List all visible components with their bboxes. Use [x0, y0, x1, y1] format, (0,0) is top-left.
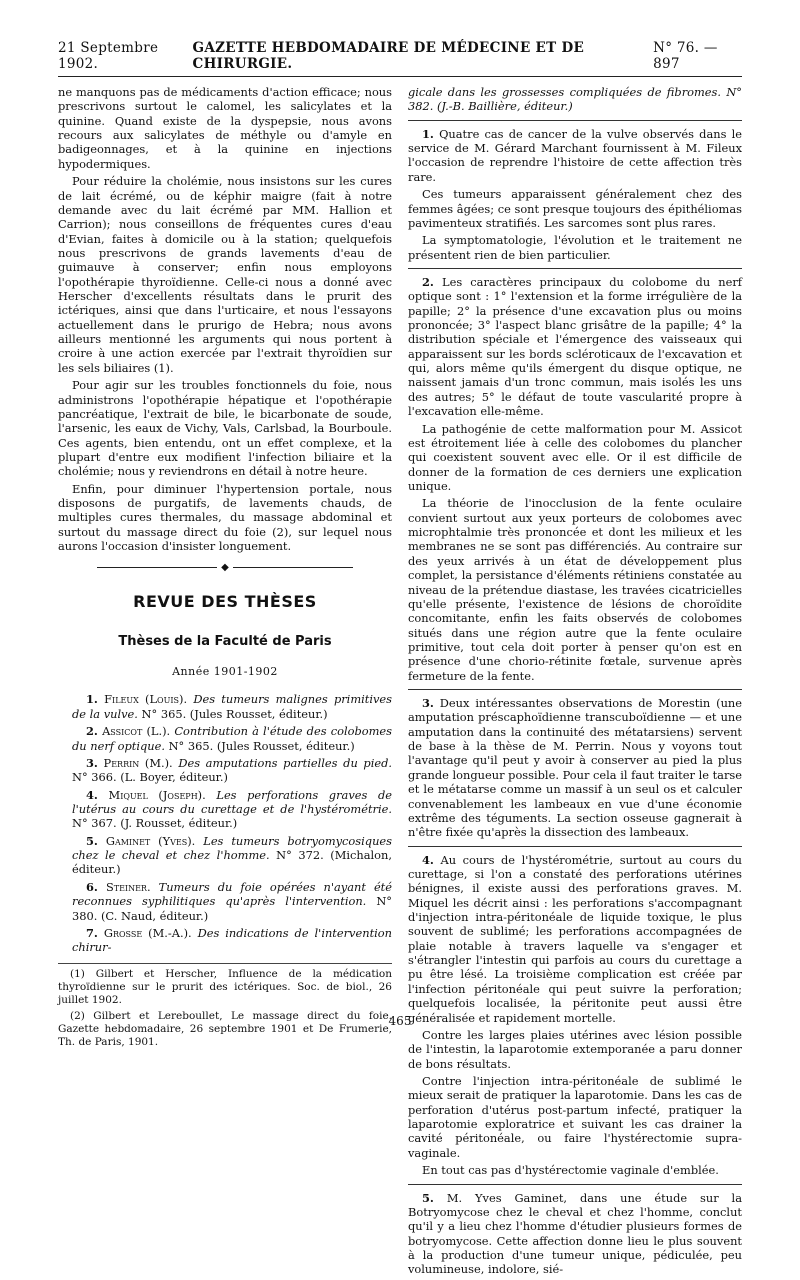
review-number: 5.	[422, 1190, 434, 1205]
issue-number: N° 76. — 897	[653, 40, 718, 72]
thesis-entry	[58, 692, 392, 721]
review-paragraph	[408, 1028, 742, 1071]
paragraph: Pour agir sur les troubles fonctionnels du foie, nous administrons l'opothérapie hépatique et l'opothérapie pancréatique, l'extrait de bile, le bicarbonate de soude, l'arsenic, les eaux de Vichy, Vals, Carlsbad, la Bourboule. Ces agents, bien entendu, ont un effet complexe, et la plupart d'entre eux modifient l'infection biliaire et la cholémie; nous y reviendrons en détail à notre heure.	[58, 378, 392, 479]
sub-title: Thèses de la Faculté de Paris	[118, 634, 332, 650]
thesis-entry	[58, 756, 392, 785]
thesis-number: 3.	[86, 755, 98, 770]
paragraph: Enfin, pour diminuer l'hypertension portale, nous disposons de purgatifs, de lavements chauds, de multiples cures thermales, du massage abdominal et surtout du massage direct du foie (2), sur lequel nous aurons l'occasion d'insister longuement.	[58, 481, 392, 554]
thesis-title: Des tumeurs malignes primitives de la vulve.	[72, 692, 393, 721]
footnote: (1) Gilbert et Herscher, Influence de la médication thyroïdienne sur le prurit des ictériques. Soc. de biol., 26 juillet 1902.	[58, 967, 392, 1006]
right-column	[408, 85, 742, 1280]
thesis-title: Les perforations graves de l'utérus au cours du curettage et de l'hystérométrie.	[72, 787, 393, 816]
paragraph: ne manquons pas de médicaments d'action efficace; nous prescrivons surtout le calomel, les salicylates et la quinine. Quand existe de la dyspepsie, nous avons recours aux salicylates de méthyle ou d'amyle en badigeonnages, et à la quinine en injections hypodermiques.	[58, 85, 392, 171]
review-paragraph	[408, 496, 742, 683]
thesis-number: 2.	[86, 724, 98, 739]
page-number: 465	[388, 1014, 412, 1028]
review-paragraph	[408, 1074, 742, 1160]
review-blocks	[408, 120, 742, 1277]
thesis-author: Perrin (M.).	[103, 755, 173, 770]
review-paragraph	[408, 233, 742, 262]
thesis-publisher: N° 380. (C. Naud, éditeur.)	[72, 894, 392, 923]
review-paragraph	[408, 275, 742, 419]
review-paragraph	[408, 187, 742, 230]
thesis-title: Tumeurs du foie opérées n'ayant été reconnues syphilitiques qu'après l'intervention.	[72, 879, 393, 909]
thesis-entry	[58, 834, 392, 877]
diamond-ornament-icon: ◆	[221, 561, 229, 573]
thesis-author: Steiner.	[105, 879, 151, 894]
academic-year: Année 1901-1902	[172, 664, 278, 678]
review-text: Ces tumeurs apparaissent généralement chez des femmes âgées; ce sont presque toujours des épithéliomas pavimenteux stratifiés. Les sarcomes sont plus rares.	[408, 187, 742, 230]
review-paragraph	[408, 853, 742, 1025]
thesis-title: Des indications de l'intervention chirur-	[72, 925, 392, 955]
thesis-author: Gaminet (Yves).	[105, 833, 196, 848]
review-paragraph	[408, 422, 742, 494]
thesis-publisher: N° 367. (J. Rousset, éditeur.)	[72, 816, 238, 831]
section-rule	[408, 846, 742, 847]
thesis-number: 7.	[86, 925, 98, 940]
thesis-number: 5.	[86, 833, 98, 848]
section-rule	[408, 689, 742, 690]
review-number: 1.	[422, 126, 434, 141]
thesis-author: Fileux (Louis).	[104, 692, 188, 707]
thesis-number: 4.	[86, 787, 98, 802]
review-text: En tout cas pas d'hystérectomie vaginale d'emblée.	[422, 1163, 719, 1178]
footnote: (2) Gilbert et Lereboullet, Le massage direct du foie. Gazette hebdomadaire, 26 septembre 1901 et De Frumerie, Th. de Paris, 1901.	[58, 1009, 392, 1048]
section-rule	[408, 1184, 742, 1185]
review-number: 3.	[422, 696, 434, 711]
review-text: Quatre cas de cancer de la vulve observés dans le service de M. Gérard Marchant fournissent à M. Fileux l'occasion de reprendre l'histoire de cette affection très rare.	[408, 126, 742, 184]
review-text: La théorie de l'inocclusion de la fente oculaire convient surtout aux yeux porteurs de colobomes avec microphtalmie très prononcée et dont les milieux et les membranes ne se sont pas différenciés. Au contraire sur des yeux arrivés à un état de développement plus complet, la persistance d'éléments rétiniens constatée au niveau de la prétendue diastase, les travées cicatricielles qu'elle présente, l'existence de lésions de choroïdite concomitante, enfin les faits observés de colobomes situés dans une région autre que la fente oculaire primitive, tout cela doit porter à penser qu'on est en présence d'une chorio-rétinite fœtale, survenue après fermeture de la fente.	[408, 496, 742, 683]
section-title: REVUE DES THÈSES	[133, 592, 317, 612]
footnotes	[58, 963, 392, 1049]
review-text: Contre les larges plaies utérines avec lésion possible de l'intestin, la laparotomie extemporanée a paru donner de bons résultats.	[408, 1027, 742, 1071]
thesis-title: Les tumeurs botryomycosiques chez le cheval et chez l'homme.	[72, 833, 392, 863]
review-text: Les caractères principaux du colobome du nerf optique sont : 1° l'extension et la forme irrégulière de la papille; 2° la présence d'une excavation plus ou moins prononcée; 3° l'aspect blanc grisâtre de la papille; 4° la distribution spéciale et l'émergence des vaisseaux qui apparaissent sur les bords scléroticaux de l'excavation et qui, alors même qu'ils émergent du disque optique, ne naissent jamais d'un tronc commun, mais isolés les uns des autres; 5° le défaut de toute vascularité propre à l'excavation elle-même.	[408, 274, 743, 419]
review-text: La symptomatologie, l'évolution et le traitement ne présentent rien de bien particulier.	[408, 233, 742, 262]
review-paragraph	[408, 127, 742, 184]
review-text: Deux intéressantes observations de Morestin (une amputation préscaphoïdienne transcuboïdienne — et une amputation dans la continuité des métatarsiens) servent de base à la thèse de M. Perrin. Nous y voyons tout l'avantage qu'il peut y avoir à conserver au pied la plus grande longueur possible. Pour cela il faut traiter le tarse et le métatarse comme un massif à un seul os et calculer convenablement les lambeaux en vue d'une économie extrême des téguments. La section osseuse gagnerait à n'être fixée qu'après la dissection des lambeaux.	[408, 696, 742, 840]
paragraph: Pour réduire la cholémie, nous insistons sur les cures de lait écrémé, ou de képhir maigre (fait à notre demande avec du lait écrémé par MM. Hallion et Carrion); nous conseillons de fréquentes cures d'eau d'Evian, faites à domicile ou à la station; quelquefois nous prescrivons de grands lavements d'eau de guimauve à conserver; enfin nous employons l'opothérapie thyroïdienne. Celle-ci nous a donné avec Herscher d'excellents résultats dans le prurit des ictériques, ainsi que dans l'urticaire, et nous l'essayons actuellement dans le prurigo de Hebra; nous avons ailleurs mentionné les arguments qui nous portent à croire à une action exercée par l'extrait thyroïdien sur les sels biliaires (1).	[58, 174, 392, 375]
review-number: 4.	[422, 852, 434, 867]
thesis-entry	[58, 724, 392, 753]
thesis-entry	[58, 880, 392, 923]
thesis-entry	[58, 926, 392, 955]
thesis-entry	[58, 788, 392, 831]
thesis-publisher: N° 365. (Jules Rousset, éditeur.)	[168, 738, 355, 753]
review-text: Contre l'injection intra-péritonéale de sublimé le mieux serait de pratiquer la laparotomie. Dans les cas de perforation d'utérus post-partum infecté, pratiquer la laparotomie exploratrice et suivant les cas drainer la cavité péritonéale, ou faire l'hystérectomie supra-vaginale.	[408, 1074, 742, 1160]
thesis-author: Assicot (L.).	[102, 724, 171, 739]
header-date: 21 Septembre 1902.	[58, 40, 159, 72]
text-columns	[58, 85, 742, 1280]
review-text: Au cours de l'hystérométrie, surtout au cours du curettage, si l'on a constaté des perforations utérines bénignes, il existe aussi des perforations graves. M. Miquel les décrit ainsi : les perforations s'accompagnant d'injection intra-péritonéale de liquide toxique, le plus souvent de sublimé; les perforations accompagnées de plaie notable à travers laquelle va s'engager et s'étrangler l'intestin qui parfois au cours du curettage a pu être lésé. La troisième complication est créée par l'infection péritonéale qui peut suivre la perforation; quelquefois localisée, la péritonite peut aussi être généralisée et rapidement mortelle.	[408, 852, 742, 1025]
thesis-publisher: N° 372. (Michalon, éditeur.)	[72, 848, 392, 877]
thesis-author: Miquel (Joseph).	[108, 787, 206, 802]
thesis-title: Des amputations partielles du pied.	[178, 755, 392, 770]
review-text: M. Yves Gaminet, dans une étude sur la Botryomycose chez le cheval et chez l'homme, conclut qu'il y a lieu chez l'homme d'étudier plusieurs formes de botryomycose. Cette affection donne lieu le plus souvent à la production d'une tumeur unique, pédiculée, peu volumineuse, indolore, sié-	[408, 1190, 742, 1277]
ornamental-divider	[58, 562, 392, 575]
thesis-continuation: gicale dans les grossesses compliquées de fibromes. N° 382. (J.-B. Baillière, éditeur.)	[408, 85, 742, 114]
thesis-title: Contribution à l'étude des colobomes du nerf optique.	[72, 724, 392, 753]
review-paragraph	[408, 1191, 742, 1277]
running-header	[58, 40, 742, 77]
thesis-number: 6.	[86, 879, 98, 894]
thesis-list	[58, 692, 392, 954]
review-number: 2.	[422, 274, 434, 289]
section-rule	[408, 268, 742, 269]
thesis-publisher: N° 365. (Jules Rousset, éditeur.)	[141, 706, 328, 721]
left-column	[58, 85, 392, 1280]
thesis-number: 1.	[86, 692, 98, 707]
review-text: La pathogénie de cette malformation pour M. Assicot est étroitement liée à celle des colobomes du plancher qui coexistent souvent avec elle. Or il est difficile de donner de la formation de ces derniers une explication unique.	[408, 421, 742, 493]
journal-title: GAZETTE HEBDOMADAIRE DE MÉDECINE ET DE CHIRURGIE.	[192, 40, 585, 72]
section-rule	[408, 120, 742, 121]
review-paragraph	[408, 1163, 742, 1177]
thesis-publisher: N° 366. (L. Boyer, éditeur.)	[72, 770, 228, 785]
review-paragraph	[408, 696, 742, 840]
thesis-author: Grosse (M.-A.).	[103, 925, 192, 940]
